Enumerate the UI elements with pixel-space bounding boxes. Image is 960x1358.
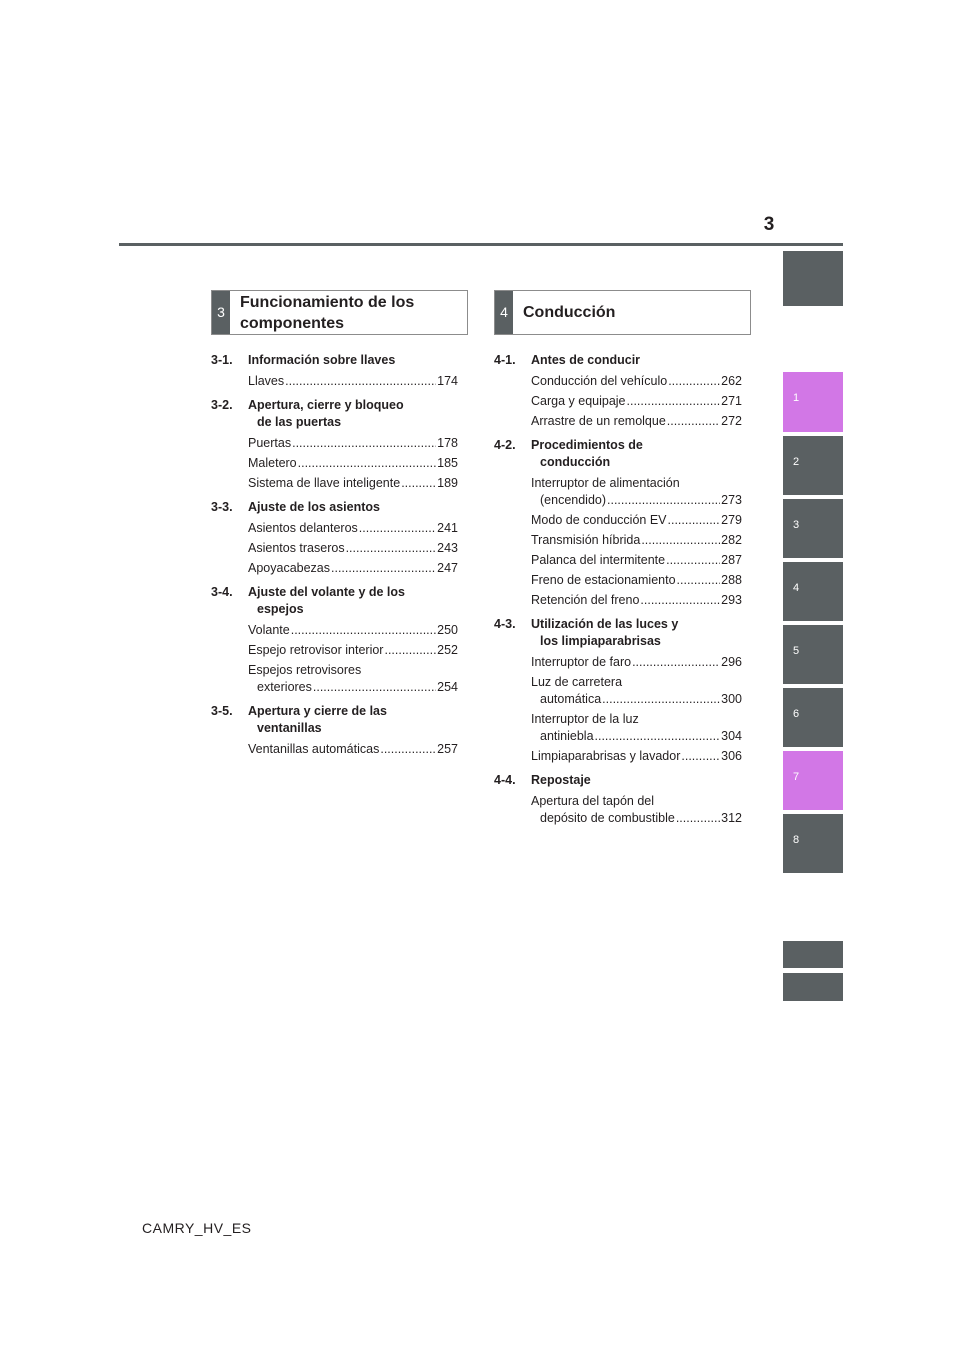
side-tab-3[interactable] <box>783 499 843 558</box>
toc-entry[interactable] <box>494 373 742 390</box>
toc-entry-title: Maletero <box>248 456 297 470</box>
toc-subsection-title[interactable] <box>211 352 458 369</box>
toc-subsection-title[interactable] <box>211 584 458 618</box>
dot-leader <box>607 492 720 509</box>
side-tab-blank-10[interactable] <box>783 973 843 1001</box>
side-tab-label: 7 <box>793 771 800 783</box>
toc-subsection-title-line2: los limpiaparabrisas <box>540 634 661 648</box>
dot-leader <box>401 475 436 492</box>
toc-entry[interactable] <box>494 532 742 549</box>
section-3-title-line2: componentes <box>240 314 345 332</box>
toc-entry-title: Carga y equipaje <box>531 394 626 408</box>
dot-leader <box>641 532 720 549</box>
dot-leader <box>627 393 721 410</box>
toc-entry[interactable] <box>211 560 458 577</box>
dot-leader <box>384 642 436 659</box>
section-3-number: 3 <box>212 291 230 334</box>
dot-leader <box>359 520 436 537</box>
toc-entry-page: 306 <box>721 749 742 763</box>
side-tab-5[interactable] <box>783 625 843 684</box>
dot-leader <box>346 540 437 557</box>
toc-entry-title: depósito de combustible <box>540 811 675 825</box>
toc-subsection-number: 4-1. <box>494 353 516 367</box>
toc-entry-page: 262 <box>721 374 742 388</box>
toc-entry-title: Modo de conducción EV <box>531 513 667 527</box>
dot-leader <box>313 679 436 696</box>
toc-subsection-number: 4-4. <box>494 773 516 787</box>
side-tab-label: 2 <box>793 456 800 468</box>
toc-group <box>211 584 458 696</box>
toc-entry[interactable] <box>211 741 458 758</box>
toc-entry-title-line1: Luz de carretera <box>531 675 623 689</box>
dot-leader <box>595 728 721 745</box>
toc-entry[interactable] <box>211 475 458 492</box>
section-3-header <box>211 290 468 335</box>
toc-entry-title: Arrastre de un remolque <box>531 414 666 428</box>
toc-entry-page: 279 <box>721 513 742 527</box>
toc-entry-page: 243 <box>437 541 458 555</box>
toc-entry-title: Volante <box>248 623 290 637</box>
toc-entry[interactable] <box>211 520 458 537</box>
toc-entry-title: Freno de estacionamiento <box>531 573 676 587</box>
toc-group <box>211 499 458 577</box>
side-tab-label: 4 <box>793 582 800 594</box>
toc-entry-title: Espejo retrovisor interior <box>248 643 384 657</box>
toc-subsection-number: 3-5. <box>211 704 233 718</box>
toc-entry[interactable] <box>494 711 742 745</box>
toc-entry[interactable] <box>494 592 742 609</box>
toc-entry-page: 273 <box>721 493 742 507</box>
toc-entry[interactable] <box>211 642 458 659</box>
side-tab-blank-9[interactable] <box>783 941 843 968</box>
toc-entry-page: 185 <box>437 456 458 470</box>
toc-group <box>494 772 742 827</box>
toc-entry[interactable] <box>494 748 742 765</box>
toc-entry[interactable] <box>494 572 742 589</box>
toc-entry[interactable] <box>211 662 458 696</box>
toc-subsection-number: 3-4. <box>211 585 233 599</box>
side-tab-7[interactable] <box>783 751 843 810</box>
side-tab-label: 6 <box>793 708 800 720</box>
dot-leader <box>666 552 720 569</box>
toc-entry-page: 252 <box>437 643 458 657</box>
toc-group <box>494 352 742 430</box>
toc-entry-page: 296 <box>721 655 742 669</box>
toc-subsection-number: 4-2. <box>494 438 516 452</box>
toc-entry-title: Retención del freno <box>531 593 640 607</box>
dot-leader <box>668 373 720 390</box>
toc-entry[interactable] <box>494 512 742 529</box>
dot-leader <box>668 512 721 529</box>
toc-subsection-title[interactable] <box>494 616 742 650</box>
toc-subsection-title-line2: espejos <box>257 602 304 616</box>
dot-leader <box>681 748 720 765</box>
toc-subsection-title-line1: Apertura, cierre y bloqueo <box>248 398 404 412</box>
toc-subsection-title[interactable] <box>211 397 458 431</box>
dot-leader <box>632 654 720 671</box>
toc-entry-page: 257 <box>437 742 458 756</box>
toc-entry-title-line1: Interruptor de la luz <box>531 712 639 726</box>
toc-entry-page: 312 <box>721 811 742 825</box>
toc-entry[interactable] <box>494 413 742 430</box>
toc-entry[interactable] <box>494 393 742 410</box>
toc-subsection-number: 4-3. <box>494 617 516 631</box>
toc-group <box>211 397 458 492</box>
toc-entry-title: Conducción del vehículo <box>531 374 668 388</box>
toc-entry-page: 178 <box>437 436 458 450</box>
toc-entry-page: 189 <box>437 476 458 490</box>
toc-entry-title: Interruptor de faro <box>531 655 632 669</box>
side-tab-label: 5 <box>793 645 800 657</box>
toc-subsection-number: 3-2. <box>211 398 233 412</box>
toc-entry[interactable] <box>211 435 458 452</box>
dot-leader <box>640 592 720 609</box>
toc-entry-title: antiniebla <box>540 729 594 743</box>
toc-entry[interactable] <box>494 654 742 671</box>
side-tab-8[interactable] <box>783 814 843 873</box>
footer-model-code: CAMRY_HV_ES <box>142 1220 252 1236</box>
dot-leader <box>380 741 436 758</box>
toc-entry-title: Limpiaparabrisas y lavador <box>531 749 681 763</box>
section-3-contents <box>211 352 458 765</box>
toc-entry-page: 271 <box>721 394 742 408</box>
side-tab-label: 8 <box>793 834 800 846</box>
side-tab-6[interactable] <box>783 688 843 747</box>
side-tab-label: 3 <box>793 519 800 531</box>
toc-entry-title-line1: Interruptor de alimentación <box>531 476 680 490</box>
toc-subsection-title-line1: Apertura y cierre de las <box>248 704 387 718</box>
toc-entry-title: Transmisión híbrida <box>531 533 641 547</box>
section-3-title <box>240 291 414 334</box>
toc-entry-title: Puertas <box>248 436 292 450</box>
toc-entry[interactable] <box>494 674 742 708</box>
section-3-title-line1: Funcionamiento de los <box>240 293 415 311</box>
toc-subsection-title-line1: Repostaje <box>531 773 591 787</box>
side-tab-2[interactable] <box>783 436 843 495</box>
toc-subsection-title-line2: de las puertas <box>257 415 342 429</box>
toc-subsection-title[interactable] <box>211 499 458 516</box>
toc-entry[interactable] <box>494 793 742 827</box>
toc-entry[interactable] <box>211 622 458 639</box>
toc-subsection-number: 3-3. <box>211 500 233 514</box>
toc-subsection-title-line1: Información sobre llaves <box>248 353 396 367</box>
section-4-title <box>523 291 615 334</box>
side-tab-blank-0[interactable] <box>783 251 843 306</box>
toc-entry-page: 293 <box>721 593 742 607</box>
side-tab-1[interactable] <box>783 372 843 432</box>
dot-leader <box>667 413 720 430</box>
toc-subsection-title[interactable] <box>494 772 742 789</box>
toc-group <box>494 437 742 609</box>
toc-entry-page: 174 <box>437 374 458 388</box>
toc-entry-page: 241 <box>437 521 458 535</box>
toc-entry-page: 300 <box>721 692 742 706</box>
side-tab-label: 1 <box>793 392 800 404</box>
toc-entry-title: Asientos traseros <box>248 541 345 555</box>
toc-subsection-number: 3-1. <box>211 353 233 367</box>
toc-subsection-title-line1: Procedimientos de <box>531 438 643 452</box>
toc-subsection-title[interactable] <box>211 703 458 737</box>
toc-subsection-title[interactable] <box>494 437 742 471</box>
dot-leader <box>298 455 437 472</box>
section-4-number: 4 <box>495 291 513 334</box>
toc-subsection-title-line2: conducción <box>540 455 611 469</box>
toc-group <box>211 352 458 390</box>
toc-entry-title: Apoyacabezas <box>248 561 331 575</box>
toc-group <box>494 616 742 765</box>
toc-entry-page: 288 <box>721 573 742 587</box>
section-4-header <box>494 290 751 335</box>
section-4-title-line1: Conducción <box>523 304 616 321</box>
toc-entry-title: (encendido) <box>540 493 607 507</box>
toc-subsection-title-line2: ventanillas <box>257 721 322 735</box>
toc-entry-title: automática <box>540 692 602 706</box>
toc-entry-page: 250 <box>437 623 458 637</box>
toc-entry[interactable] <box>494 552 742 569</box>
toc-entry-title: Asientos delanteros <box>248 521 358 535</box>
dot-leader <box>292 435 436 452</box>
toc-entry-page: 304 <box>721 729 742 743</box>
toc-entry-title-line1: Espejos retrovisores <box>248 663 362 677</box>
dot-leader <box>285 373 436 390</box>
toc-entry-title: Sistema de llave inteligente <box>248 476 401 490</box>
toc-entry[interactable] <box>211 540 458 557</box>
toc-entry-title: Palanca del intermitente <box>531 553 666 567</box>
toc-entry[interactable] <box>211 455 458 472</box>
toc-entry[interactable] <box>211 373 458 390</box>
dot-leader <box>676 810 720 827</box>
toc-entry-page: 272 <box>721 414 742 428</box>
dot-leader <box>331 560 436 577</box>
page-number: 3 <box>763 214 775 235</box>
dot-leader <box>677 572 721 589</box>
toc-entry-title: Ventanillas automáticas <box>248 742 380 756</box>
toc-subsection-title-line1: Ajuste de los asientos <box>248 500 380 514</box>
section-4-contents <box>494 352 742 834</box>
toc-entry-page: 287 <box>721 553 742 567</box>
toc-subsection-title-line1: Ajuste del volante y de los <box>248 585 405 599</box>
toc-entry-title-line1: Apertura del tapón del <box>531 794 655 808</box>
toc-group <box>211 703 458 758</box>
header-rule <box>119 243 843 246</box>
toc-entry-page: 247 <box>437 561 458 575</box>
dot-leader <box>291 622 436 639</box>
toc-entry[interactable] <box>494 475 742 509</box>
toc-subsection-title-line1: Utilización de las luces y <box>531 617 679 631</box>
toc-entry-page: 254 <box>437 680 458 694</box>
dot-leader <box>602 691 720 708</box>
toc-subsection-title-line1: Antes de conducir <box>531 353 641 367</box>
toc-entry-title: exteriores <box>257 680 312 694</box>
side-tab-4[interactable] <box>783 562 843 621</box>
toc-entry-title: Llaves <box>248 374 285 388</box>
toc-subsection-title[interactable] <box>494 352 742 369</box>
toc-entry-page: 282 <box>721 533 742 547</box>
